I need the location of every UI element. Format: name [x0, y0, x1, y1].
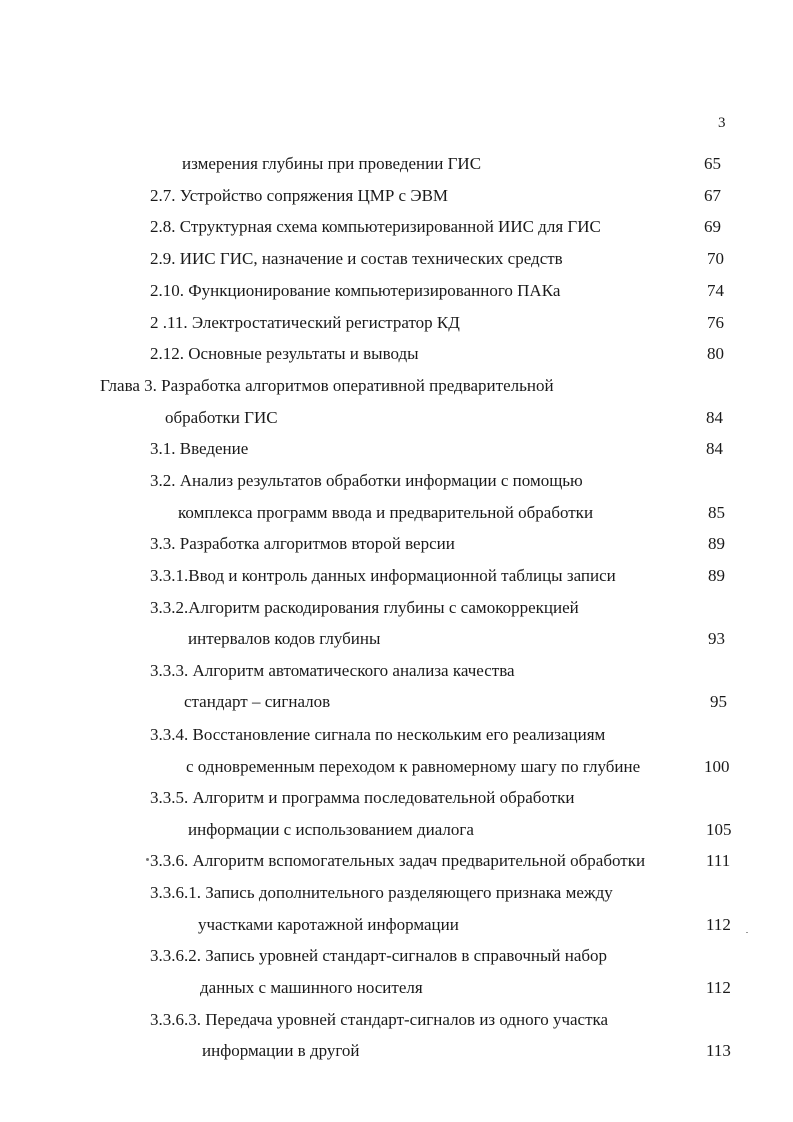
toc-entry-text: 3.2. Анализ результатов обработки информации с помощью — [150, 471, 583, 490]
toc-entry-text: информации с использованием диалога — [188, 820, 474, 839]
toc-entry-text: обработки ГИС — [165, 408, 278, 427]
toc-entry-text: интервалов кодов глубины — [188, 629, 381, 648]
toc-entry-page: 105 — [706, 820, 732, 839]
toc-entry-page: 69 — [704, 217, 721, 236]
toc-entry-page: 70 — [707, 249, 724, 268]
toc-entry-page: 65 — [704, 154, 721, 173]
toc-entry-page: 113 — [706, 1041, 731, 1060]
toc-entry-text: 3.3.3. Алгоритм автоматического анализа качества — [150, 661, 515, 680]
toc-entry-text: 3.3.4. Восстановление сигнала по нескольким его реализациям — [150, 725, 606, 744]
toc-entry-page: 76 — [707, 313, 724, 332]
toc-entry-text: 3.3.1.Ввод и контроль данных информационной таблицы записи — [150, 566, 616, 585]
toc-entry-text: измерения глубины при проведении ГИС — [182, 154, 482, 173]
toc-entry-text: 2.8. Структурная схема компьютеризированной ИИС для ГИС — [150, 217, 601, 236]
toc-entry-text: 3.3.5. Алгоритм и программа последовательной обработки — [150, 788, 575, 807]
toc-entry-text: комплекса программ ввода и предварительной обработки — [178, 503, 594, 522]
chapter-heading: Глава 3. Разработка алгоритмов оперативной предварительной — [100, 376, 554, 395]
toc-entry-page: 112 — [706, 915, 731, 934]
page-number: 3 — [718, 115, 726, 131]
scan-speck — [146, 858, 149, 861]
toc-entry-text: 3.3.6.3. Передача уровней стандарт-сигналов из одного участка — [150, 1010, 609, 1029]
toc-entry-page: 80 — [707, 344, 724, 363]
toc-entry-page: 67 — [704, 186, 721, 205]
toc-entry-page: 112 — [706, 978, 731, 997]
scan-speck — [746, 932, 748, 933]
toc-entry-text: 3.3.6.1. Запись дополнительного разделяющего признака между — [150, 883, 613, 902]
toc-entry-text: 2 .11. Электростатический регистратор КД — [150, 313, 460, 332]
toc-entry-text: данных с машинного носителя — [200, 978, 423, 997]
toc-entry-text: с одновременным переходом к равномерному шагу по глубине — [186, 757, 641, 776]
toc-entry-page: 89 — [708, 566, 725, 585]
toc-entry-text: 2.10. Функционирование компьютеризированного ПАКа — [150, 281, 561, 300]
toc-entry-text: информации в другой — [202, 1041, 360, 1060]
toc-entry-text: участками каротажной информации — [198, 915, 459, 934]
toc-entry-text: 3.1. Введение — [150, 439, 249, 458]
toc-entry-page: 84 — [706, 439, 723, 458]
toc-entry-text: 2.12. Основные результаты и выводы — [150, 344, 419, 363]
toc-entry-page: 74 — [707, 281, 724, 300]
toc-entry-page: 84 — [706, 408, 723, 427]
toc-entry-text: стандарт – сигналов — [184, 692, 331, 711]
toc-entry-page: 85 — [708, 503, 725, 522]
toc-entry-text: 3.3. Разработка алгоритмов второй версии — [150, 534, 455, 553]
toc-entry-text: 3.3.6. Алгоритм вспомогательных задач предварительной обработки — [150, 851, 646, 870]
toc-entry-page: 111 — [706, 851, 731, 870]
toc-entry-text: 3.3.6.2. Запись уровней стандарт-сигналов в справочный набор — [150, 946, 608, 965]
toc-entry-text: 2.9. ИИС ГИС, назначение и состав технических средств — [150, 249, 563, 268]
toc-entry-page: 100 — [704, 757, 730, 776]
toc-entry-page: 95 — [710, 692, 727, 711]
toc-entry-text: 2.7. Устройство сопряжения ЦМР с ЭВМ — [150, 186, 449, 205]
toc-entry-page: 89 — [708, 534, 725, 553]
toc-entry-text: 3.3.2.Алгоритм раскодирования глубины с самокоррекцией — [150, 598, 579, 617]
toc-entry-page: 93 — [708, 629, 725, 648]
